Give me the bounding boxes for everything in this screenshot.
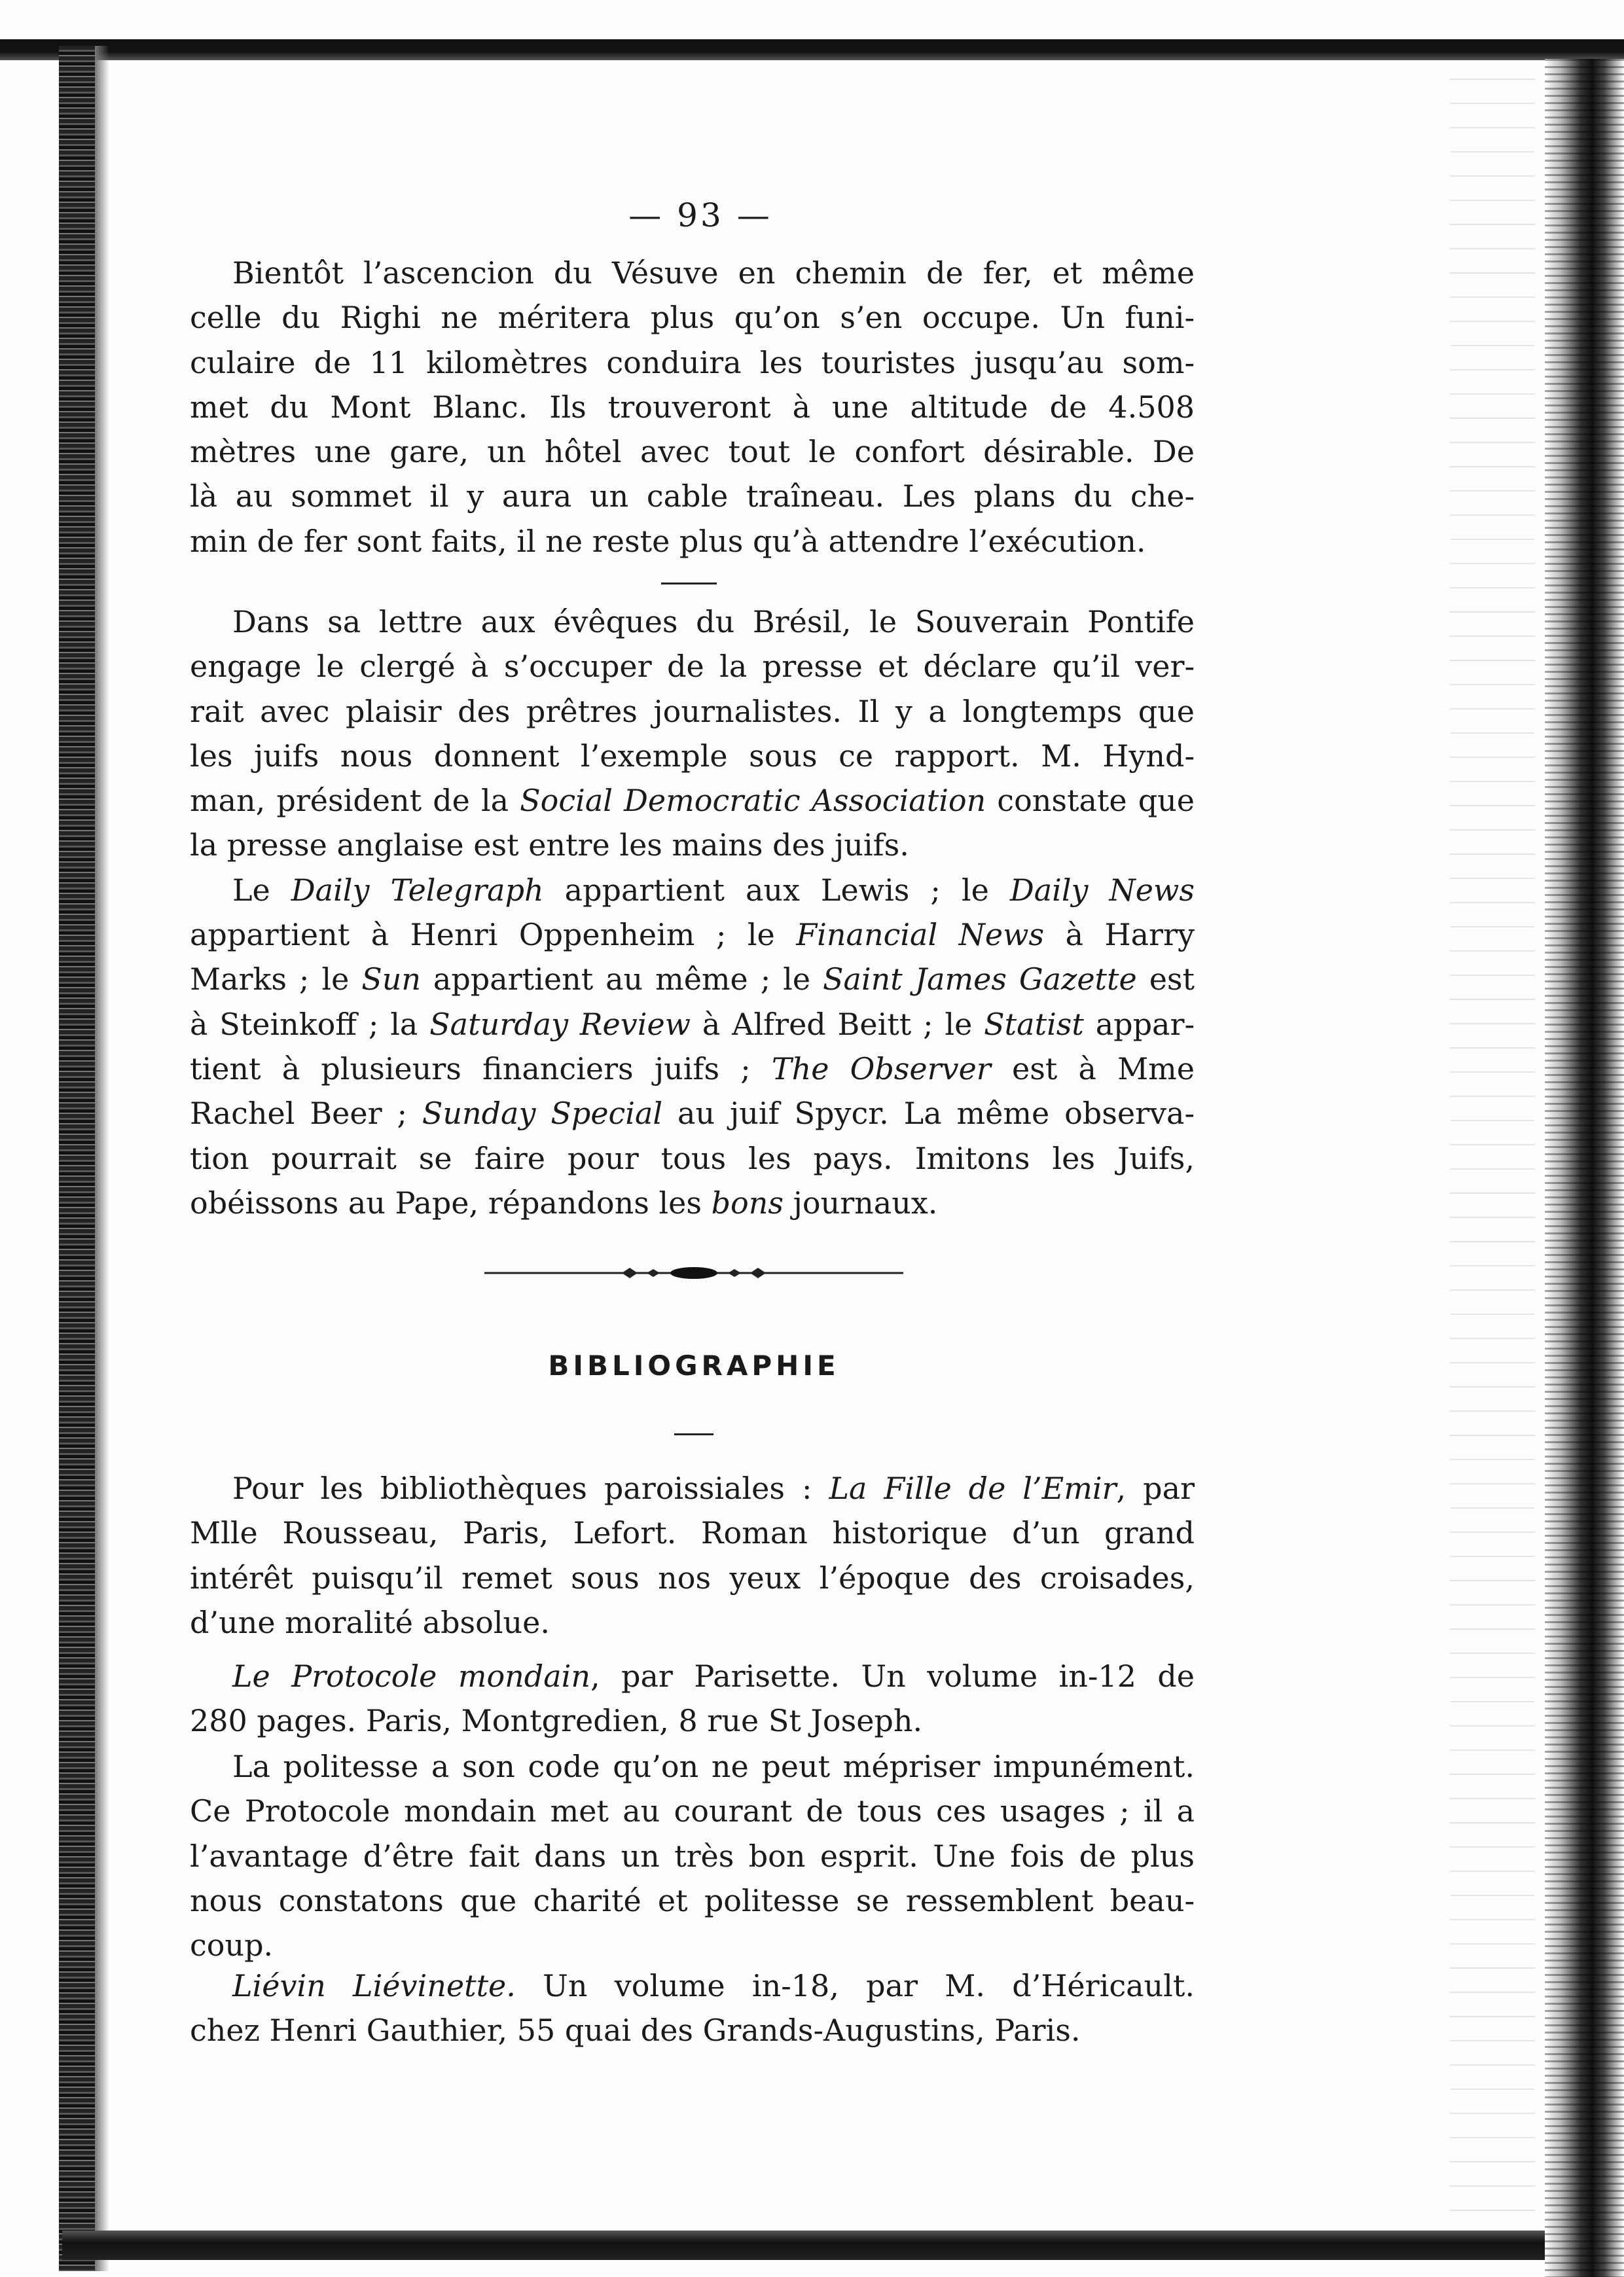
text-line: man, président de la Social Democratic Association constate que xyxy=(190,783,1195,819)
paragraph-bresil xyxy=(190,600,1195,1225)
text-line: celle du Righi ne méritera plus qu’on s’en occupe. Un funi- xyxy=(190,300,1195,336)
text-line: obéissons au Pape, répandons les bons journaux. xyxy=(190,1185,938,1221)
text-line: engage le clergé à s’occuper de la presse et déclare qu’il ver- xyxy=(190,649,1195,685)
section-divider xyxy=(661,583,717,584)
section-heading-bibliographie: BIBLIOGRAPHIE xyxy=(548,1350,840,1382)
text-line: nous constatons que charité et politesse se ressemblent beau- xyxy=(190,1882,1195,1918)
text-line: mètres une gare, un hôtel avec tout le confort désirable. De xyxy=(190,434,1195,470)
text-line: là au sommet il y aura un cable traîneau. Les plans du che- xyxy=(190,478,1195,514)
text-line: rait avec plaisir des prêtres journalistes. Il y a longtemps que xyxy=(190,693,1195,729)
text-line: l’avantage d’être fait dans un très bon esprit. Une fois de plus xyxy=(190,1838,1195,1874)
text-line: La politesse a son code qu’on ne peut mépriser impunément. xyxy=(232,1749,1195,1784)
text-line: min de fer sont faits, il ne reste plus qu’à attendre l’exécution. xyxy=(190,523,1146,559)
scan-border-left xyxy=(59,46,95,2271)
section-divider xyxy=(674,1433,713,1435)
text-line: d’une moralité absolue. xyxy=(190,1604,550,1640)
text-line: Rachel Beer ; Sunday Special au juif Spycr. La même observa- xyxy=(190,1096,1195,1132)
bibliography-entry-lievin xyxy=(190,1963,1195,2053)
text-line: intérêt puisqu’il remet sous nos yeux l’époque des croisades, xyxy=(190,1560,1195,1596)
text-line: coup. xyxy=(190,1927,274,1963)
scan-shadow-left xyxy=(95,46,109,2271)
scan-noise-right xyxy=(1450,79,1535,2212)
text-line: tion pourrait se faire pour tous les pays. Imitons les Juifs, xyxy=(190,1140,1195,1176)
text-line: Ce Protocole mondain met au courant de tous ces usages ; il a xyxy=(190,1793,1195,1829)
text-line: Dans sa lettre aux évêques du Brésil, le Souverain Pontife xyxy=(232,604,1195,639)
text-line: culaire de 11 kilomètres conduira les touristes jusqu’au som- xyxy=(190,344,1195,380)
text-line: appartient à Henri Oppenheim ; le Financial News à Harry xyxy=(190,917,1195,953)
text-line: chez Henri Gauthier, 55 quai des Grands-Augustins, Paris. xyxy=(190,2013,1081,2049)
paragraph-vesuve xyxy=(190,251,1195,564)
text-line: met du Mont Blanc. Ils trouveront à une altitude de 4.508 xyxy=(190,389,1195,425)
text-line: Le Protocole mondain, par Parisette. Un volume in-12 de xyxy=(232,1658,1195,1694)
ornament-divider xyxy=(484,1265,903,1281)
text-line: Liévin Liévinette. Un volume in-18, par M. d’Héricault. xyxy=(232,1968,1195,2003)
text-line: Le Daily Telegraph appartient aux Lewis ; le Daily News xyxy=(232,872,1195,908)
bibliography-entry-politesse xyxy=(190,1744,1195,1967)
bibliography-entry-fille-emir xyxy=(190,1466,1195,1645)
scan-border-right xyxy=(1545,59,1624,2277)
text-line: 280 pages. Paris, Montgredien, 8 rue St Joseph. xyxy=(190,1703,923,1739)
text-line: Marks ; le Sun appartient au même ; le Saint James Gazette est xyxy=(190,961,1195,997)
text-line: les juifs nous donnent l’exemple sous ce rapport. M. Hynd- xyxy=(190,738,1195,774)
text-line: Bientôt l’ascencion du Vésuve en chemin de fer, et même xyxy=(232,255,1195,291)
scan-border-bottom xyxy=(62,2231,1545,2260)
bibliography-entry-protocole xyxy=(190,1654,1195,1744)
text-line: tient à plusieurs financiers juifs ; The Observer est à Mme xyxy=(190,1050,1195,1086)
text-line: Pour les bibliothèques paroissiales : La Fille de l’Emir, par xyxy=(232,1471,1195,1506)
scan-border-top xyxy=(0,39,1624,60)
text-line: la presse anglaise est entre les mains des juifs. xyxy=(190,827,909,863)
page-number: — 93 — xyxy=(628,196,772,234)
text-line: à Steinkoff ; la Saturday Review à Alfred Beitt ; le Statist appar- xyxy=(190,1006,1195,1042)
text-line: Mlle Rousseau, Paris, Lefort. Roman historique d’un grand xyxy=(190,1515,1195,1551)
